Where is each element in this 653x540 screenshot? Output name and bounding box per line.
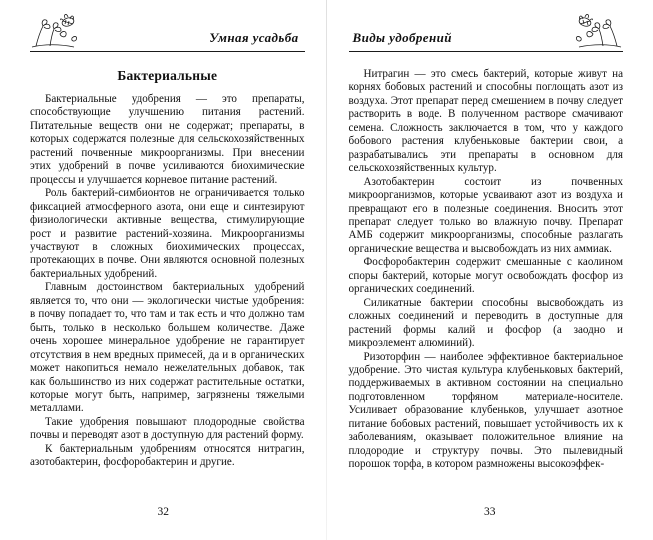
paragraph: К бактериальным удобрениям относятся нитрагин, азотобактерин, фосфоробактерин и другие.	[30, 442, 305, 469]
paragraph: Силикатные бактерии способны высвобождать из сложных соединений и переводить в доступные для растений формы калий и фосфор (а заодно и микроэлемент алюминий).	[348, 296, 623, 350]
body-text-right	[349, 68, 624, 472]
bee-and-flowers-vignette-icon	[30, 10, 82, 50]
paragraph: Ризоторфин — наиболее эффективное бактериальное удобрение. Это чистая культура клубеньковых бактерий, поддерживаемых в активном состоянии на специально подготовленном торфяном материале-носителе. Усиливает образование клубеньков, улучшает азотное питание бобовых растений, повышает устойчивость их к заболеваниям, оказывает положительное влияние на плодородие и структуру почвы. Это пылевидный порошок торфа, в котором размножены высокоэффек-	[348, 350, 623, 471]
paragraph: Бактериальные удобрения — это препараты, способствующие улучшению питания растений. Питательные веществ они не содержат; препараты, в которых содержатся полезные для сельскохозяйственных растений почвенные микроорганизмы. При внесении этих удобрений в почве усиливаются биохимические процессы и улучшается корневое питание растений.	[30, 93, 305, 186]
running-head-title-left: Умная усадьба	[209, 30, 299, 45]
running-head-left	[30, 14, 305, 58]
page-gutter	[326, 0, 327, 540]
paragraph: Главным достоинством бактериальных удобрений является то, что они — экологически чистые удобрения: в почву попадает то, что там и так есть и что должно там быть, только в несколько большем количестве. Даже очень хорошее минеральное удобрение не гарантирует отсутствия в нем вредных примесей, да и в органических может накопиться немало нежелательных добавок, так как большинство из них содержат растительные остатки, которые могут быть, например, загрязнены тяжелыми металлами.	[30, 281, 305, 415]
paragraph: Роль бактерий-симбионтов не ограничивается только фиксацией атмосферного азота, они еще и синтезируют физиологически активные вещества, стимулирующие рост и развитие растений-хозяина. Микроорганизмы участвуют в сложных биохимических процессах, протекающих в почве. Они являются основной полезных бактериальных удобрений.	[30, 187, 305, 280]
paragraph: Фосфоробактерин содержит смешанные с каолином споры бактерий, которые могут освобождать фосфор из органических соединений.	[348, 256, 623, 296]
page-right	[327, 0, 653, 540]
running-head-right	[349, 14, 624, 58]
running-head-title-right: Виды удобрений	[352, 30, 452, 45]
paragraph: Нитрагин — это смесь бактерий, которые живут на корнях бобовых растений и способны поглощать азот из воздуха. Этот препарат перед смешением в почву следует растворить в воде. В полученном растворе смачивают семена. Сложность заключается в том, что у каждого бобового растения клубеньковые бактерии свои, а разрабатывались эти препараты в основном для сельскохозяйственных культур.	[348, 68, 623, 175]
running-head-rule-left	[30, 51, 305, 52]
body-text-left	[30, 93, 305, 470]
paragraph: Азотобактерин состоит из почвенных микроорганизмов, которые усваивают азот из воздуха и превращают его в полезные соединения. Вносить этот препарат следует только во влажную почву. Препарат АМБ содержит микроорганизмы, способные разлагать органические вещества и высвобождать из них аммиак.	[348, 175, 623, 255]
section-title: Бактериальные	[117, 68, 218, 83]
paragraph: Такие удобрения повышают плодородные свойства почвы и переводят азот в доступную для растений форму.	[30, 415, 305, 442]
running-head-rule-right	[349, 51, 624, 52]
bee-and-flowers-vignette-icon	[571, 10, 623, 50]
page-number-right: 33	[484, 506, 496, 518]
page-number-left: 32	[157, 506, 169, 518]
